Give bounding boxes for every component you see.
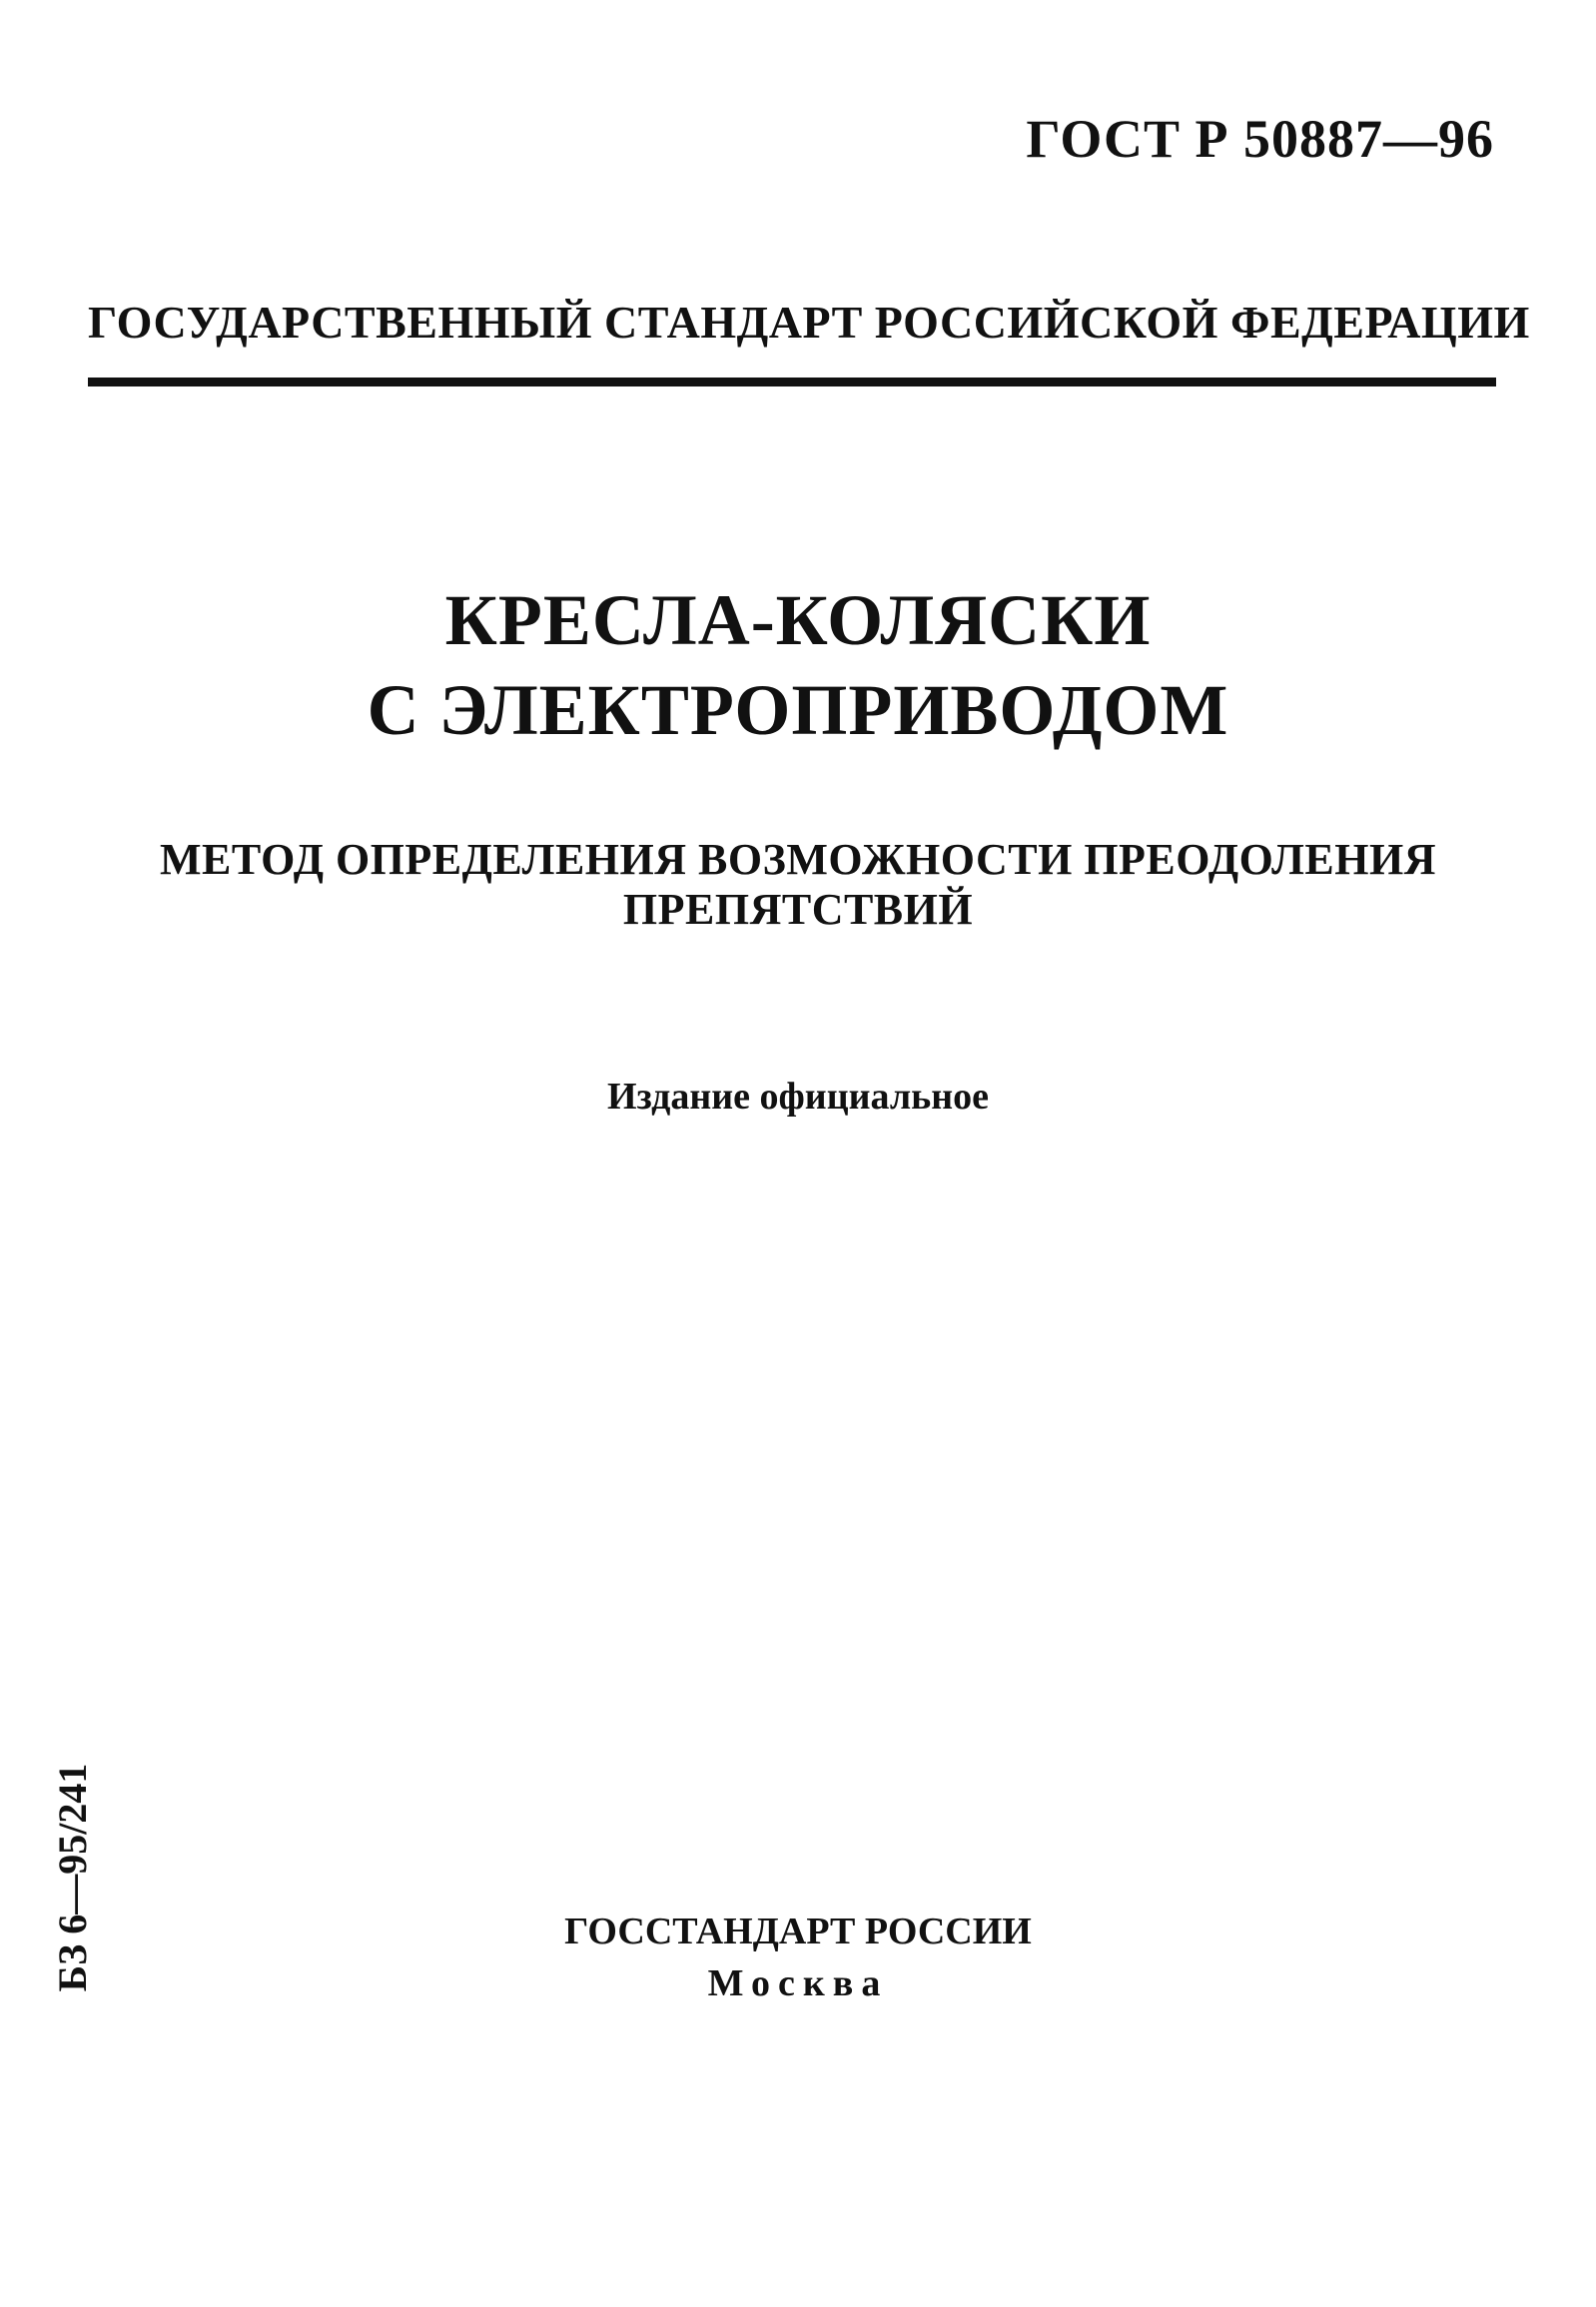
subtitle (0, 835, 1596, 935)
subtitle-line: МЕТОД ОПРЕДЕЛЕНИЯ ВОЗМОЖНОСТИ ПРЕОДОЛЕНИЯ (160, 835, 1436, 884)
edition-label: Издание официальное (606, 1076, 989, 1118)
standard-header: ГОСУДАРСТВЕННЫЙ СТАНДАРТ РОССИЙСКОЙ ФЕДЕРАЦИИ (88, 297, 1530, 348)
main-title (0, 575, 1596, 755)
publisher-block (0, 1906, 1596, 2009)
side-code: БЗ 6—95/241 (50, 1763, 95, 1992)
header-divider (88, 378, 1496, 386)
main-title-line: С ЭЛЕКТРОПРИВОДОМ (367, 670, 1229, 750)
document-number: ГОСТ Р 50887—96 (1026, 109, 1494, 169)
publisher-city: Москва (707, 1962, 889, 2004)
main-title-line: КРЕСЛА-КОЛЯСКИ (444, 580, 1152, 660)
subtitle-line: ПРЕПЯТСТВИЙ (622, 885, 974, 934)
publisher-name: ГОССТАНДАРТ РОССИИ (564, 1911, 1032, 1952)
